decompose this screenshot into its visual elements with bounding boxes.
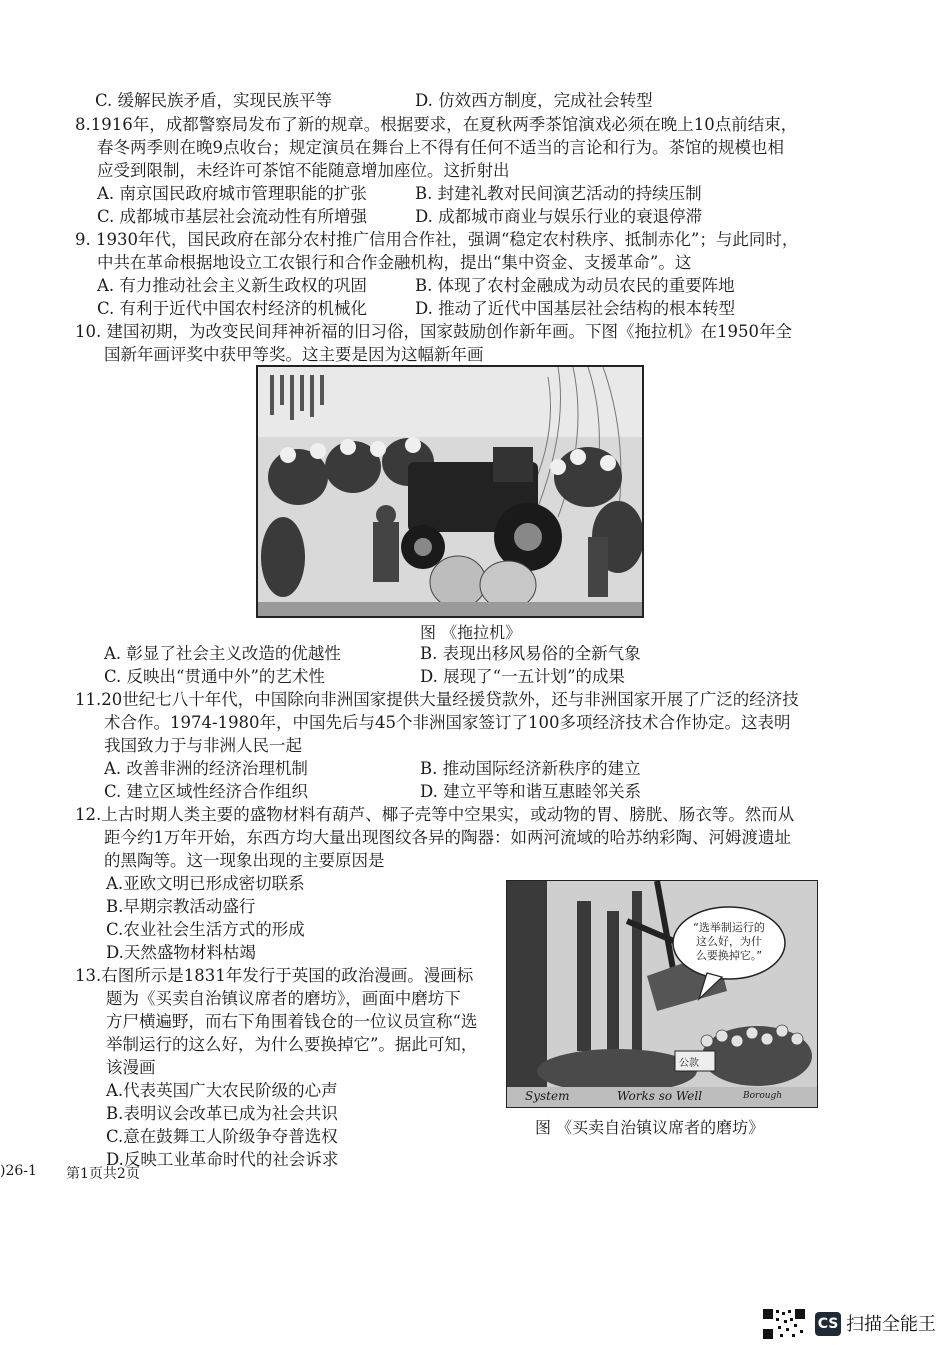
qr-code-icon bbox=[762, 1308, 806, 1340]
q13-option-b: B.表明议会改革已成为社会共识 bbox=[106, 1104, 338, 1123]
speech-bubble-line-3: 么要换掉它。” bbox=[695, 949, 763, 962]
q12-option-d: D.天然盛物材料枯竭 bbox=[106, 943, 256, 962]
cartoon-figure-caption: 图 《买卖自治镇议席者的磨坊》 bbox=[535, 1118, 765, 1137]
q12-option-c: C.农业社会生活方式的形成 bbox=[106, 920, 305, 939]
q9-stem-line-2: 中共在革命根据地设立工农银行和合作金融机构，提出“集中资金、支援革命”。这 bbox=[97, 253, 692, 272]
q8-stem-line-3: 应受到限制，未经许可茶馆不能随意增加座位。这折射出 bbox=[97, 161, 510, 180]
q13-option-a: A.代表英国广大农民阶级的心声 bbox=[106, 1081, 338, 1100]
q9-stem-line-1: 9. 1930年代，国民政府在部分农村推广信用合作社，强调“稳定农村秩序、抵制赤化”；与此同时， bbox=[75, 230, 799, 249]
q11-option-d: D. 建立平等和谐互惠睦邻关系 bbox=[420, 782, 642, 801]
q10-stem-line-1: 10. 建国初期，为改变民间拜神祈福的旧习俗，国家鼓励创作新年画。下图《拖拉机》在1950年全 bbox=[75, 322, 792, 341]
borough-mill-cartoon bbox=[506, 880, 818, 1108]
q10-option-a: A. 彰显了社会主义改造的优越性 bbox=[104, 644, 341, 663]
q12-stem-line-1: 12.上古时期人类主要的盛物材料有葫芦、椰子壳等中空果实，或动物的胃、膀胱、肠衣等。然而从 bbox=[75, 805, 795, 824]
q7-option-c: C. 缓解民族矛盾，实现民族平等 bbox=[95, 91, 333, 110]
q13-stem-line-2: 题为《买卖自治镇议席者的磨坊》，画面中磨坊下 bbox=[106, 989, 461, 1008]
q9-option-c: C. 有利于近代中国农村经济的机械化 bbox=[97, 299, 368, 318]
q11-stem-line-2: 术合作。1974-1980年，中国先后与45个非洲国家签订了100多项经济技术合作协定。这表明 bbox=[104, 713, 791, 732]
q13-stem-line-4: 举制运行的这么好，为什么要换掉它”。据此可知， bbox=[106, 1035, 478, 1054]
q13-stem-line-1: 13.右图所示是1831年发行于英国的政治漫画。漫画标 bbox=[75, 966, 474, 985]
q13-option-c: C.意在鼓舞工人阶级争夺普选权 bbox=[106, 1127, 338, 1146]
tractor-painting-drawing bbox=[258, 367, 642, 616]
q8-stem-line-1: 8.1916年，成都警察局发布了新的规章。根据要求，在夏秋两季茶馆演戏必须在晚上10点前结束， bbox=[75, 115, 798, 134]
q11-stem-line-1: 11.20世纪七八十年代，中国除向非洲国家提供大量经援贷款外，还与非洲国家开展了广泛的经济技 bbox=[75, 690, 799, 709]
q9-option-b: B. 体现了农村金融成为动员农民的重要阵地 bbox=[415, 276, 735, 295]
q13-stem-line-3: 方尸横遍野，而右下角围着钱仓的一位议员宣称“选 bbox=[106, 1012, 478, 1031]
tractor-new-year-painting bbox=[256, 365, 644, 618]
q10-option-c: C. 反映出“贯通中外”的艺术性 bbox=[104, 667, 325, 686]
q12-option-b: B.早期宗教活动盛行 bbox=[106, 897, 256, 916]
q11-option-b: B. 推动国际经济新秩序的建立 bbox=[420, 759, 641, 778]
q8-option-c: C. 成都城市基层社会流动性有所增强 bbox=[97, 207, 368, 226]
speech-bubble-line-2: 这么好，为什 bbox=[696, 935, 762, 948]
scanner-app-name: 扫描全能王 bbox=[846, 1314, 936, 1335]
scanner-app-badge: CS bbox=[815, 1312, 841, 1336]
q9-option-a: A. 有力推动社会主义新生政权的巩固 bbox=[97, 276, 367, 295]
q8-option-a: A. 南京国民政府城市管理职能的扩张 bbox=[97, 184, 367, 203]
q8-option-b: B. 封建礼教对民间演艺活动的持续压制 bbox=[415, 184, 702, 203]
banner-right-text: Borough bbox=[743, 1091, 783, 1101]
speech-bubble-line-1: “选举制运行的 bbox=[693, 921, 765, 934]
q8-option-d: D. 成都城市商业与娱乐行业的衰退停滞 bbox=[415, 207, 703, 226]
speech-bubble bbox=[683, 921, 775, 963]
q11-option-a: A. 改善非洲的经济治理机制 bbox=[104, 759, 308, 778]
banner-middle-text: Works so Well bbox=[617, 1089, 703, 1103]
q11-stem-line-3: 我国致力于与非洲人民一起 bbox=[104, 736, 302, 755]
q12-stem-line-3: 的黑陶等。这一现象出现的主要原因是 bbox=[104, 851, 385, 870]
q8-stem-line-2: 春冬两季则在晚9点收台；规定演员在舞台上不得有任何不适当的言论和行为。茶馆的规模也相 bbox=[97, 138, 784, 157]
q7-option-d: D. 仿效西方制度，完成社会转型 bbox=[415, 91, 653, 110]
money-sign: 公款 bbox=[679, 1058, 699, 1069]
banner-left-text: System bbox=[525, 1089, 570, 1103]
q10-option-d: D. 展现了“一五计划”的成果 bbox=[420, 667, 626, 686]
borough-mill-drawing bbox=[507, 881, 817, 1107]
exam-code: )26-1 bbox=[0, 1163, 37, 1179]
q13-stem-line-5: 该漫画 bbox=[106, 1058, 156, 1077]
q11-option-c: C. 建立区域性经济合作组织 bbox=[104, 782, 309, 801]
q13-option-d: D.反映工业革命时代的社会诉求 bbox=[106, 1150, 339, 1169]
q9-option-d: D. 推动了近代中国基层社会结构的根本转型 bbox=[415, 299, 736, 318]
q12-option-a: A.亚欧文明已形成密切联系 bbox=[106, 874, 305, 893]
q10-stem-line-2: 国新年画评奖中获甲等奖。这主要是因为这幅新年画 bbox=[104, 345, 484, 364]
tractor-figure-caption: 图 《拖拉机》 bbox=[420, 623, 522, 642]
page-number: 第1页共2页 bbox=[66, 1166, 140, 1182]
q12-stem-line-2: 距今约1万年开始，东西方均大量出现图纹各异的陶器：如两河流域的哈苏纳彩陶、河姆渡遗址 bbox=[104, 828, 791, 847]
q10-option-b: B. 表现出移风易俗的全新气象 bbox=[420, 644, 641, 663]
